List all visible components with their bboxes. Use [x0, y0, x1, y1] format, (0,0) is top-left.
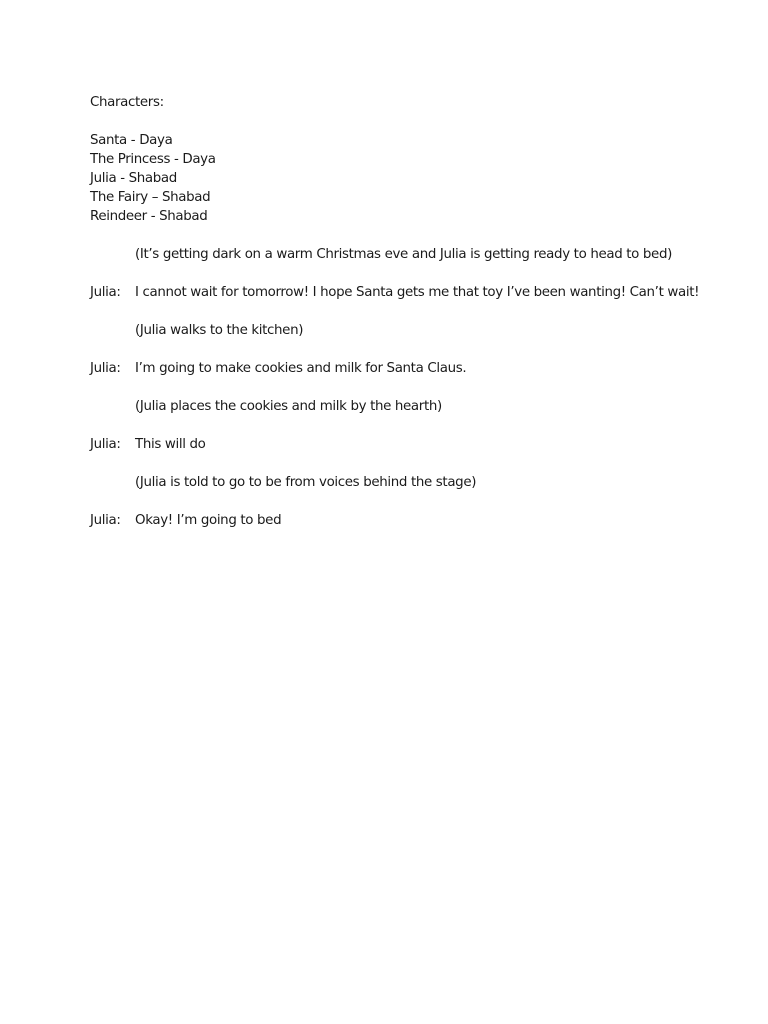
speaker-label: Julia:	[90, 513, 121, 528]
speaker-label: Julia:	[90, 437, 121, 452]
characters-heading: Characters:	[90, 95, 164, 110]
stage-direction	[90, 473, 710, 492]
script-body	[90, 245, 710, 530]
stage-direction	[90, 397, 710, 416]
entry-text: (Julia is told to go to be from voices behind the stage)	[135, 475, 477, 490]
entry-text: I cannot wait for tomorrow! I hope Santa gets me that toy I’ve been wanting! Can’t wait!	[135, 285, 700, 300]
entry-text: (It’s getting dark on a warm Christmas eve and Julia is getting ready to head to bed)	[135, 247, 672, 262]
stage-direction	[90, 321, 710, 340]
dialogue-line	[90, 511, 710, 530]
cast-item: Santa - Daya	[90, 133, 173, 148]
entry-text: This will do	[135, 437, 206, 452]
dialogue-line	[90, 359, 710, 378]
dialogue-line	[90, 283, 710, 302]
entry-text: (Julia places the cookies and milk by the hearth)	[135, 399, 442, 414]
cast-item: The Fairy – Shabad	[90, 190, 211, 205]
speaker-label: Julia:	[90, 361, 121, 376]
cast-item: Julia - Shabad	[90, 171, 177, 186]
stage-direction	[90, 245, 710, 264]
entry-text: Okay! I’m going to bed	[135, 513, 282, 528]
cast-item: Reindeer - Shabad	[90, 209, 208, 224]
dialogue-line	[90, 435, 710, 454]
entry-text: (Julia walks to the kitchen)	[135, 323, 304, 338]
cast-list	[90, 131, 710, 226]
speaker-label: Julia:	[90, 285, 121, 300]
entry-text: I’m going to make cookies and milk for Santa Claus.	[135, 361, 467, 376]
cast-item: The Princess - Daya	[90, 152, 216, 167]
script-content	[90, 93, 710, 549]
